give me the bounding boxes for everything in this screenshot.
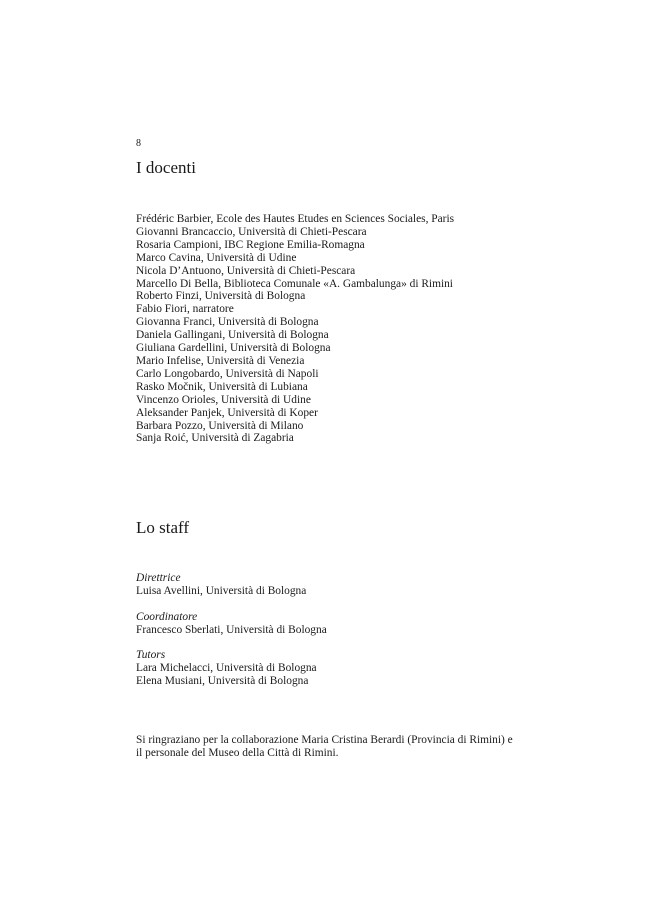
acknowledgements-line: il personale del Museo della Città di Rimini. <box>136 747 339 759</box>
docente-item: Frédéric Barbier, Ecole des Hautes Etudes en Sciences Sociales, Paris <box>136 213 455 225</box>
acknowledgements-line: Si ringraziano per la collaborazione Maria Cristina Berardi (Provincia di Rimini) e <box>136 734 513 746</box>
docente-item: Nicola D’Antuono, Università di Chieti-Pescara <box>136 264 356 277</box>
docente-item: Daniela Gallingani, Università di Bologna <box>136 329 329 342</box>
page-number: 8 <box>136 138 141 149</box>
docente-item: Roberto Finzi, Università di Bologna <box>136 290 306 303</box>
docente-item: Rosaria Campioni, IBC Regione Emilia-Romagna <box>136 238 365 251</box>
docente-item: Aleksander Panjek, Università di Koper <box>136 406 318 419</box>
docente-item: Mario Infelise, Università di Venezia <box>136 354 305 367</box>
staff-role-label: Tutors <box>136 649 166 661</box>
docente-item: Carlo Longobardo, Università di Napoli <box>136 367 319 380</box>
docente-item: Giovanna Franci, Università di Bologna <box>136 316 319 329</box>
docente-item: Vincenzo Orioles, Università di Udine <box>136 393 311 406</box>
docente-item: Rasko Močnik, Università di Lubiana <box>136 380 308 393</box>
staff-role-label: Direttrice <box>136 572 181 584</box>
docenti-heading: I docenti <box>136 158 196 177</box>
docente-item: Barbara Pozzo, Università di Milano <box>136 419 304 432</box>
staff-member: Francesco Sberlati, Università di Bologna <box>136 624 327 636</box>
acknowledgements <box>136 734 536 760</box>
staff-member: Lara Michelacci, Università di Bologna <box>136 662 317 674</box>
docente-item: Giovanni Brancaccio, Università di Chieti-Pescara <box>136 225 367 238</box>
staff-heading: Lo staff <box>136 518 190 537</box>
docente-item: Marco Cavina, Università di Udine <box>136 251 297 264</box>
docente-item: Marcello Di Bella, Biblioteca Comunale «A. Gambalunga» di Rimini <box>136 277 453 290</box>
staff-direttrice <box>136 572 306 598</box>
staff-member: Elena Musiani, Università di Bologna <box>136 675 309 687</box>
staff-member: Luisa Avellini, Università di Bologna <box>136 585 307 597</box>
staff-tutors <box>136 649 317 688</box>
staff-coordinatore <box>136 611 327 637</box>
docente-item: Sanja Roić, Università di Zagabria <box>136 432 294 445</box>
docenti-list <box>136 213 454 445</box>
docente-item: Giuliana Gardellini, Università di Bologna <box>136 342 331 355</box>
docente-item: Fabio Fiori, narratore <box>136 303 234 316</box>
staff-role-label: Coordinatore <box>136 611 198 623</box>
